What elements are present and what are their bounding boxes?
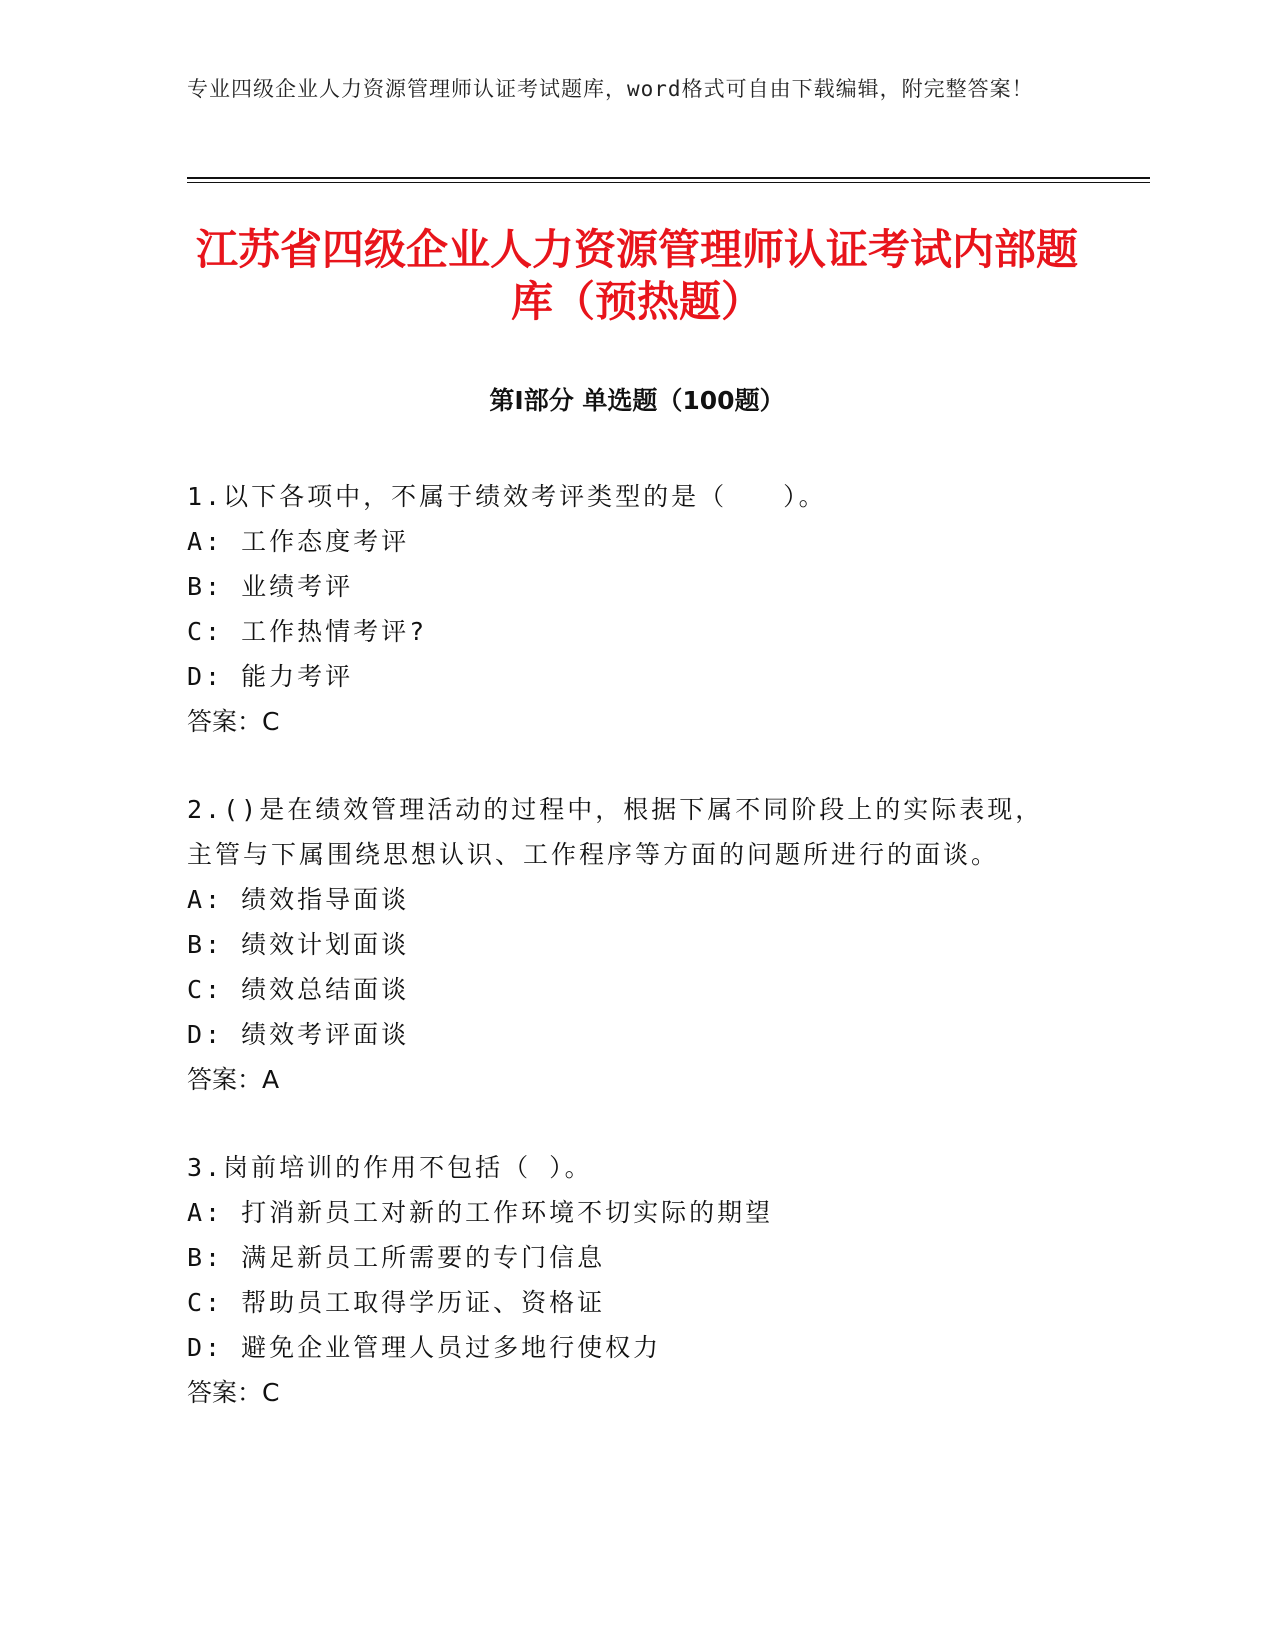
answer: 答案：A <box>187 1065 280 1094</box>
question-stem: 3.岗前培训的作用不包括（ ）。 <box>187 1153 593 1182</box>
option-a: A: 工作态度考评 <box>187 527 410 556</box>
header-rule-thin <box>187 182 1150 183</box>
question-stem: 2.()是在绩效管理活动的过程中，根据下属不同阶段上的实际表现，主管与下属围绕思想认识、工作程序等方面的问题所进行的面谈。 <box>187 795 1044 869</box>
option-c: C: 绩效总结面谈 <box>187 975 410 1004</box>
header-rule-thick <box>187 177 1150 179</box>
question-1 <box>187 474 1067 744</box>
option-d: D: 能力考评 <box>187 662 354 691</box>
option-a: A: 打消新员工对新的工作环境不切实际的期望 <box>187 1198 774 1227</box>
option-d: D: 绩效考评面谈 <box>187 1020 410 1049</box>
option-d: D: 避免企业管理人员过多地行使权力 <box>187 1333 662 1362</box>
question-stem: 1.以下各项中，不属于绩效考评类型的是（ ）。 <box>187 482 827 511</box>
document-title: 江苏省四级企业人力资源管理师认证考试内部题库（预热题） <box>195 225 1078 326</box>
header-note: 专业四级企业人力资源管理师认证考试题库，word格式可自由下载编辑，附完整答案！ <box>187 77 1034 101</box>
question-3 <box>187 1145 1067 1415</box>
option-b: B: 业绩考评 <box>187 572 354 601</box>
answer: 答案：C <box>187 707 280 736</box>
section-title: 第Ⅰ部分 单选题（100题） <box>489 386 785 415</box>
question-list <box>187 474 1067 1458</box>
question-2 <box>187 787 1067 1102</box>
answer: 答案：C <box>187 1378 280 1407</box>
option-b: B: 绩效计划面谈 <box>187 930 410 959</box>
option-b: B: 满足新员工所需要的专门信息 <box>187 1243 606 1272</box>
option-a: A: 绩效指导面谈 <box>187 885 410 914</box>
option-c: C: 帮助员工取得学历证、资格证 <box>187 1288 606 1317</box>
option-c: C: 工作热情考评? <box>187 617 428 646</box>
